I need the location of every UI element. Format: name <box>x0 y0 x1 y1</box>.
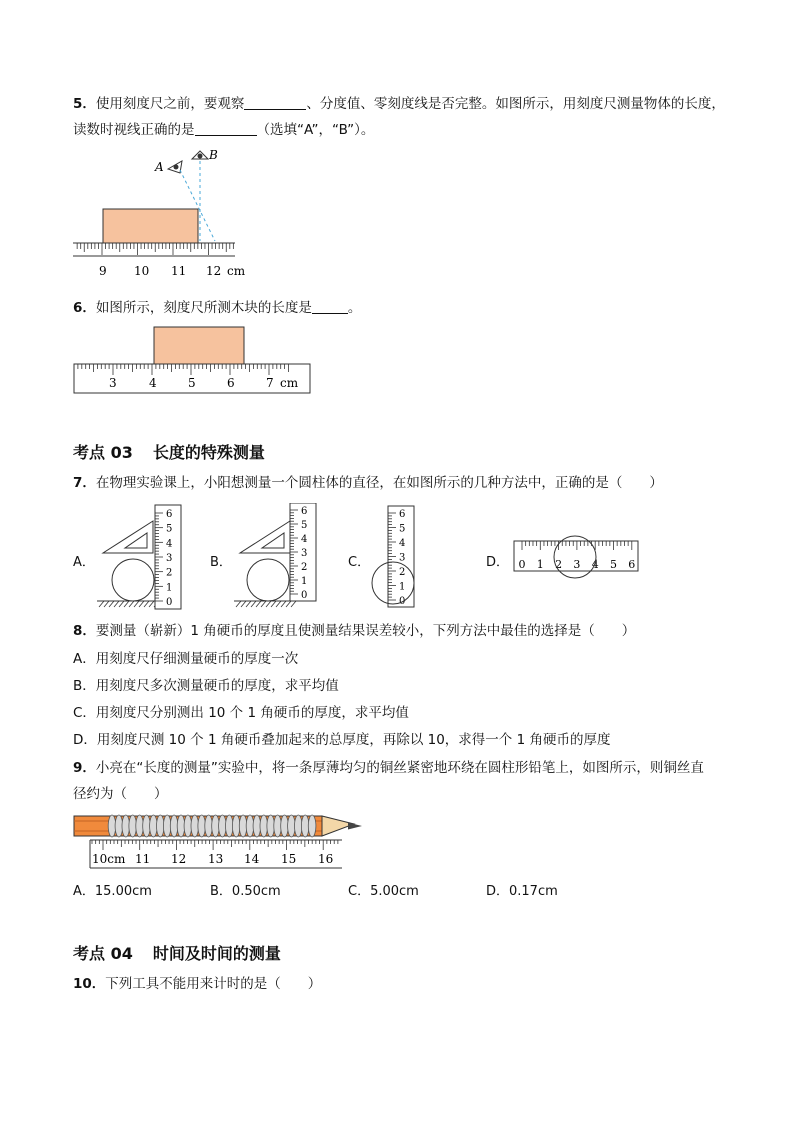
eye-a-label: A <box>155 160 164 174</box>
wire-turn <box>143 815 151 837</box>
ruler-number-1: 1 <box>301 576 308 587</box>
hatch-line <box>291 601 296 607</box>
wire-turn <box>191 815 199 837</box>
q5-tick-12: 12 <box>206 264 222 278</box>
ruler-number-4: 4 <box>166 538 173 550</box>
q7-figure-a <box>95 503 195 611</box>
wire-turn <box>177 815 185 837</box>
q5-unit: cm <box>227 264 246 278</box>
ruler-number-1: 1 <box>536 558 544 571</box>
q7-option-c[interactable]: C． <box>348 555 371 570</box>
q5-text-b: 、分度值、零刻度线是否完整。如图所示，用刻度尺测量物体的长度， <box>306 96 725 112</box>
wire-turn <box>184 815 192 837</box>
wire-turn <box>288 815 296 837</box>
ruler-number-2: 2 <box>301 562 308 573</box>
q5-blank-2[interactable] <box>195 121 257 136</box>
section-04-code: 考点 04 <box>73 944 133 963</box>
hatch-line <box>241 601 246 607</box>
hatch-line <box>261 601 266 607</box>
wire-turn <box>253 815 261 837</box>
q9-tick-13: 13 <box>208 852 224 866</box>
q6-tick-5: 5 <box>188 376 196 390</box>
eye-b-icon <box>192 151 208 159</box>
q6-text-b: 。 <box>347 300 362 316</box>
q9-tick-12: 12 <box>171 852 187 866</box>
q6-figure <box>72 325 314 397</box>
section-03-heading <box>73 440 265 463</box>
q9-figure <box>72 810 372 872</box>
q7-figure-c <box>368 503 438 611</box>
ruler-number-5: 5 <box>301 520 308 531</box>
ruler-number-3: 3 <box>301 548 308 559</box>
ruler-number-3: 3 <box>573 558 581 571</box>
wire-turn <box>205 815 213 837</box>
ruler-number-2: 2 <box>166 567 173 579</box>
section-03-title: 长度的特殊测量 <box>152 443 265 462</box>
cylinder-circle <box>247 559 289 601</box>
wire-turn <box>136 815 144 837</box>
wire-turn <box>239 815 247 837</box>
hatch-line <box>236 601 241 607</box>
ruler-number-2: 2 <box>399 567 406 578</box>
wire-turn <box>301 815 309 837</box>
wire-turn <box>260 815 268 837</box>
q7-figure-d <box>512 533 642 579</box>
q8-option-c[interactable]: C．用刻度尺分别测出 10 个 1 角硬币的厚度，求平均值 <box>73 705 409 721</box>
ruler-numbers <box>399 509 405 607</box>
hatch-line <box>266 601 271 607</box>
q6-tick-7: 7 <box>266 376 274 390</box>
q6-line <box>73 297 361 319</box>
q6-blank[interactable] <box>312 299 348 314</box>
ruler-numbers <box>166 509 172 608</box>
q5-figure <box>70 145 250 285</box>
wire-turn <box>226 815 234 837</box>
ruler-number-2: 2 <box>555 558 563 571</box>
q6-tick-6: 6 <box>227 376 235 390</box>
q7-number: 7． <box>73 475 96 491</box>
ground-hatch <box>99 601 159 607</box>
wire-turn <box>281 815 289 837</box>
q5-text-a: 使用刻度尺之前，要观察 <box>95 96 245 112</box>
q9-tick-10: 10cm <box>92 852 126 866</box>
hatch-line <box>114 601 119 607</box>
ruler-number-5: 5 <box>399 523 406 535</box>
q8-line <box>73 620 635 642</box>
hatch-line <box>286 601 291 607</box>
q5-block <box>103 209 198 243</box>
ruler-number-0: 0 <box>399 596 406 607</box>
hatch-line <box>129 601 134 607</box>
eye-a-icon <box>168 161 182 173</box>
ruler-number-5: 5 <box>610 558 617 571</box>
ruler-number-6: 6 <box>399 509 406 520</box>
q5-tick-11: 11 <box>171 264 187 278</box>
hatch-line <box>124 601 129 607</box>
q5-number: 5． <box>73 96 96 112</box>
q5-line1 <box>73 93 725 115</box>
section-04-title: 时间及时间的测量 <box>152 944 281 963</box>
q9-line1 <box>73 757 704 779</box>
hatch-line <box>149 601 154 607</box>
wire-turn <box>115 815 123 837</box>
q6-number: 6． <box>73 300 96 316</box>
q5-text-c: 读数时视线正确的是 <box>73 122 195 138</box>
q7-option-d[interactable]: D． <box>486 555 510 570</box>
q9-tick-14: 14 <box>244 852 260 866</box>
wire-turn <box>267 815 275 837</box>
ruler-number-6: 6 <box>301 506 308 517</box>
q10-text: 下列工具不能用来计时的是（ ） <box>105 976 322 992</box>
q5-tick-9: 9 <box>99 264 107 278</box>
q9-option-b[interactable]: B．0.50cm <box>210 884 281 899</box>
q5-text-d: （选填“A”，“B”）。 <box>256 122 375 138</box>
ruler-number-6: 6 <box>166 509 173 520</box>
ruler-number-4: 4 <box>399 538 406 549</box>
q9-option-a[interactable]: A．15.00cm <box>73 884 152 899</box>
q8-option-a[interactable]: A．用刻度尺仔细测量硬币的厚度一次 <box>73 651 299 667</box>
ruler-number-1: 1 <box>399 581 406 593</box>
q10-number: 10． <box>73 976 106 992</box>
wire-turn <box>295 815 303 837</box>
q7-option-b[interactable]: B． <box>210 555 232 570</box>
hatch-line <box>134 601 139 607</box>
q5-line2 <box>73 119 374 141</box>
hatch-line <box>251 601 256 607</box>
eye-b-label: B <box>209 148 218 162</box>
q9-option-d[interactable]: D．0.17cm <box>486 884 558 899</box>
q6-unit: cm <box>280 376 299 390</box>
hatch-line <box>104 601 109 607</box>
q5-blank-1[interactable] <box>244 95 306 110</box>
q8-text: 要测量（崭新）1 角硬币的厚度且使测量结果误差较小，下列方法中最佳的选择是（ ） <box>95 623 636 639</box>
wire-turn <box>246 815 254 837</box>
wire-turn <box>232 815 240 837</box>
q6-block <box>154 327 244 364</box>
ruler-number-3: 3 <box>399 552 406 564</box>
hatch-line <box>246 601 251 607</box>
wire-turn <box>170 815 178 837</box>
wire-turn <box>122 815 130 837</box>
q6-tick-4: 4 <box>149 376 157 390</box>
q9-ruler-ticks <box>92 840 338 850</box>
q9-option-c[interactable]: C．5.00cm <box>348 884 419 899</box>
hatch-line <box>256 601 261 607</box>
hatch-line <box>281 601 286 607</box>
ruler-number-4: 4 <box>591 558 599 571</box>
ruler-number-0: 0 <box>301 590 308 601</box>
ruler-number-1: 1 <box>166 582 173 594</box>
hatch-line <box>276 601 281 607</box>
section-03-code: 考点 03 <box>73 443 133 462</box>
q6-tick-3: 3 <box>109 376 117 390</box>
q5-tick-10: 10 <box>134 264 150 278</box>
q9-number: 9． <box>73 760 96 776</box>
hatch-line <box>119 601 124 607</box>
wire-turn <box>198 815 206 837</box>
section-04-heading <box>73 941 281 964</box>
wire-turn <box>219 815 227 837</box>
hatch-line <box>139 601 144 607</box>
q9-line2: 径约为（ ） <box>73 786 168 802</box>
q9-tick-11: 11 <box>135 852 151 866</box>
q9-text-1: 小亮在“长度的测量”实验中，将一条厚薄均匀的铜丝紧密地环绕在圆柱形铅笔上，如图所示，则铜丝直 <box>95 760 704 776</box>
hatch-line <box>99 601 104 607</box>
q8-option-b[interactable]: B．用刻度尺多次测量硬币的厚度，求平均值 <box>73 678 339 694</box>
q7-text: 在物理实验课上，小阳想测量一个圆柱体的直径，在如图所示的几种方法中，正确的是（ ） <box>95 475 663 491</box>
wire-turn <box>212 815 220 837</box>
hatch-line <box>271 601 276 607</box>
wire-turn <box>157 815 165 837</box>
wire-turn <box>308 815 316 837</box>
q5-ruler-ticks <box>77 243 233 255</box>
hatch-line <box>109 601 114 607</box>
ruler-number-5: 5 <box>166 523 173 535</box>
cylinder-circle <box>112 559 154 601</box>
q6-text-a: 如图所示，刻度尺所测木块的长度是 <box>95 300 312 316</box>
q8-option-d[interactable]: D．用刻度尺测 10 个 1 角硬币叠加起来的总厚度，再除以 10，求得一个 1 角硬币的厚度 <box>73 732 611 748</box>
ruler-number-0: 0 <box>166 597 173 608</box>
q8-number: 8． <box>73 623 96 639</box>
hatch-line <box>144 601 149 607</box>
ruler-number-4: 4 <box>301 534 308 545</box>
q10-line <box>73 973 321 995</box>
ruler-numbers <box>301 506 307 601</box>
wire-turn <box>150 815 158 837</box>
wire-turn <box>108 815 116 837</box>
ruler-number-0: 0 <box>518 558 526 571</box>
q7-option-a[interactable]: A． <box>73 555 95 570</box>
q9-tick-15: 15 <box>281 852 297 866</box>
wire-turn <box>129 815 137 837</box>
wire-turn <box>274 815 282 837</box>
q7-figure-b <box>232 503 332 611</box>
ground-hatch <box>236 601 296 607</box>
ruler-number-6: 6 <box>628 558 636 571</box>
q9-tick-16: 16 <box>318 852 334 866</box>
q7-line <box>73 472 663 494</box>
ruler-number-3: 3 <box>166 553 173 564</box>
wire-turn <box>163 815 171 837</box>
